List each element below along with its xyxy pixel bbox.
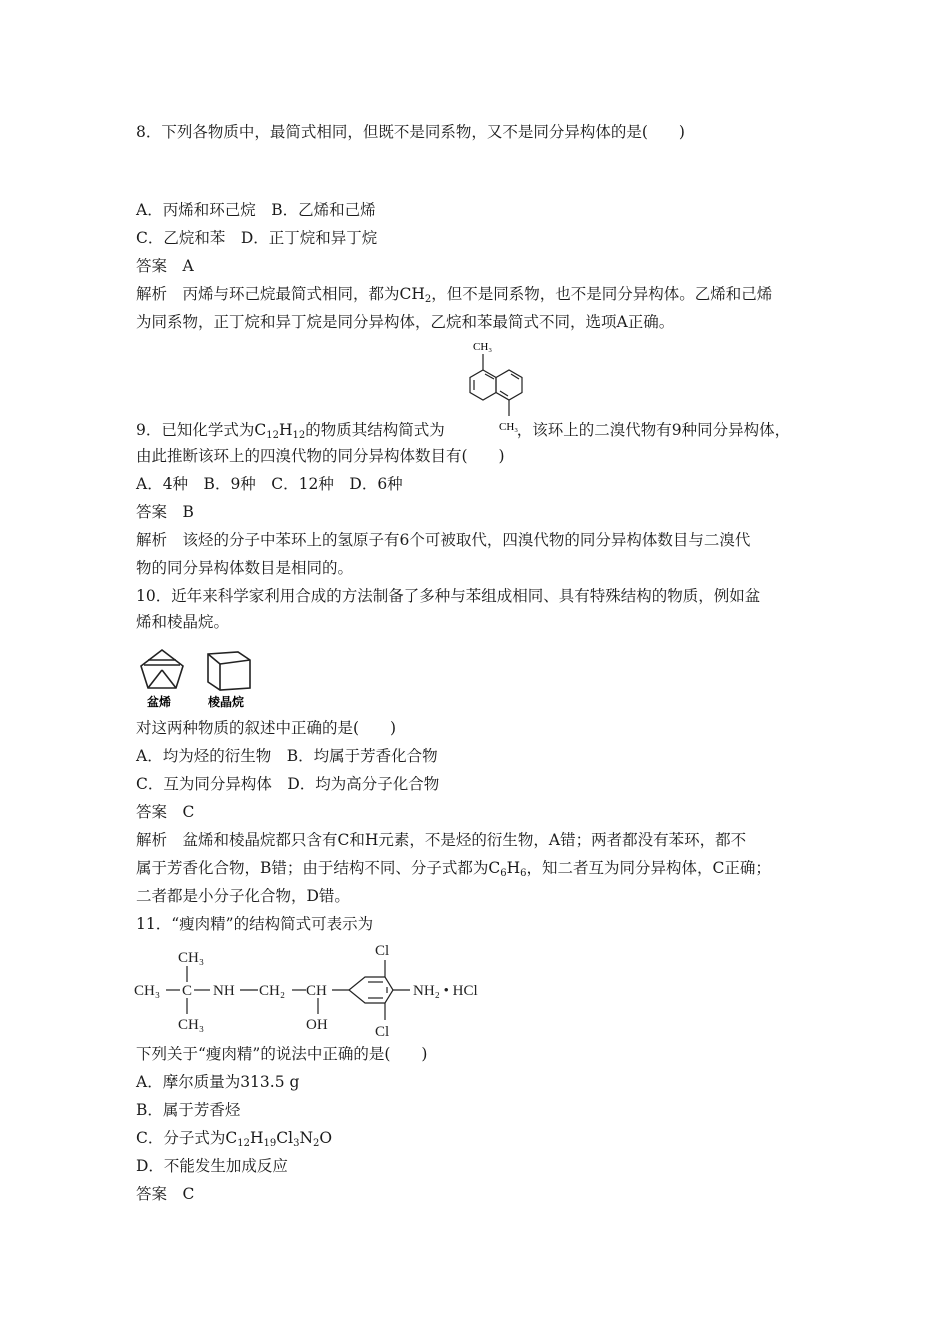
oh-group: OH: [306, 1017, 328, 1033]
ch3-top-label: CH₃: [473, 341, 493, 353]
q10-question: 对这两种物质的叙述中正确的是( ): [136, 719, 397, 737]
nh-group: NH: [213, 983, 235, 999]
q10-analysis-line1: 解析 盆烯和棱晶烷都只含有C和H元素，不是烃的衍生物，A错；两者都没有苯环，都不: [136, 831, 747, 849]
q9-stem-line1: 9．已知化学式为$C_{12}H_{12}$的物质其结构简式为 ，该环上的二溴代物有9种同分异构体，: [136, 421, 791, 441]
benzvalene-label: 盆烯: [147, 695, 172, 709]
ch3-left: CH₃: [134, 983, 161, 999]
q8-options-row1: A．丙烯和环己烷 B．乙烯和己烯: [136, 201, 376, 219]
benzvalene-structure: [138, 646, 188, 710]
ch2-group: CH₂: [259, 983, 286, 999]
q10-analysis-line3: 二者都是小分子化合物，D错。: [136, 887, 350, 905]
q10-options-row1: A．均为烃的衍生物 B．均属于芳香化合物: [136, 747, 438, 765]
q11-option-c: C．分子式为$C_{12}H_{19}Cl_3N_2O$: [136, 1129, 333, 1149]
nh2-hcl: NH₂ • HCl: [413, 983, 478, 999]
q11-option-a: A．摩尔质量为313.5 g: [136, 1073, 300, 1091]
q10-stem-line2: 烯和棱晶烷。: [136, 613, 230, 631]
q11-answer: 答案 C: [136, 1185, 195, 1203]
cl-bottom: Cl: [375, 1024, 390, 1038]
q11-option-b: B．属于芳香烃: [136, 1101, 241, 1119]
ch3-top: CH₃: [178, 950, 205, 966]
q10-answer: 答案 C: [136, 803, 195, 821]
q8-analysis-line1: 解析 丙烯与环己烷最简式相同，都为$CH_2$，但不是同系物，也不是同分异构体。乙烯和己烯: [136, 285, 773, 305]
prismane-label: 棱晶烷: [208, 695, 245, 709]
q11-option-d: D．不能发生加成反应: [136, 1157, 288, 1175]
quaternary-c: C: [182, 983, 193, 999]
q9-answer: 答案 B: [136, 503, 194, 521]
q11-question: 下列关于“瘦肉精”的说法中正确的是( ): [136, 1045, 428, 1063]
q9-analysis-line2: 物的同分异构体数目是相同的。: [136, 559, 354, 577]
q8-options-row2: C．乙烷和苯 D．正丁烷和异丁烷: [136, 229, 378, 247]
q8-analysis-line2: 为同系物，正丁烷和异丁烷是同分异构体，乙烷和苯最简式不同，选项A正确。: [136, 313, 675, 331]
q11-stem: 11．“瘦肉精”的结构简式可表示为: [136, 915, 374, 933]
q10-analysis-line2: 属于芳香化合物，B错；由于结构不同、分子式都为$C_6H_6$，知二者互为同分异构体，C正确；: [136, 859, 771, 879]
ch3-bottom-label: CH₃: [499, 421, 519, 433]
q9-analysis-line1: 解析 该烃的分子中苯环上的氢原子有6个可被取代，四溴代物的同分异构体数目与二溴代: [136, 531, 751, 549]
q10-options-row2: C．互为同分异构体 D．均为高分子化合物: [136, 775, 440, 793]
clenbuterol-structure: [130, 938, 510, 1038]
q9-options: A．4种 B．9种 C．12种 D．6种: [136, 475, 403, 493]
prismane-structure: [200, 646, 256, 710]
q9-stem-line2: 由此推断该环上的四溴代物的同分异构体数目有( ): [136, 447, 505, 465]
cl-top: Cl: [375, 943, 390, 959]
q8-stem: 8．下列各物质中，最简式相同，但既不是同系物，又不是同分异构体的是( ): [136, 123, 685, 141]
ch-group: CH: [306, 983, 327, 999]
q10-stem-line1: 10．近年来科学家利用合成的方法制备了多种与苯组成相同、具有特殊结构的物质，例如盆: [136, 587, 761, 605]
q8-answer: 答案 A: [136, 257, 194, 275]
ch3-bottom: CH₃: [178, 1017, 205, 1033]
